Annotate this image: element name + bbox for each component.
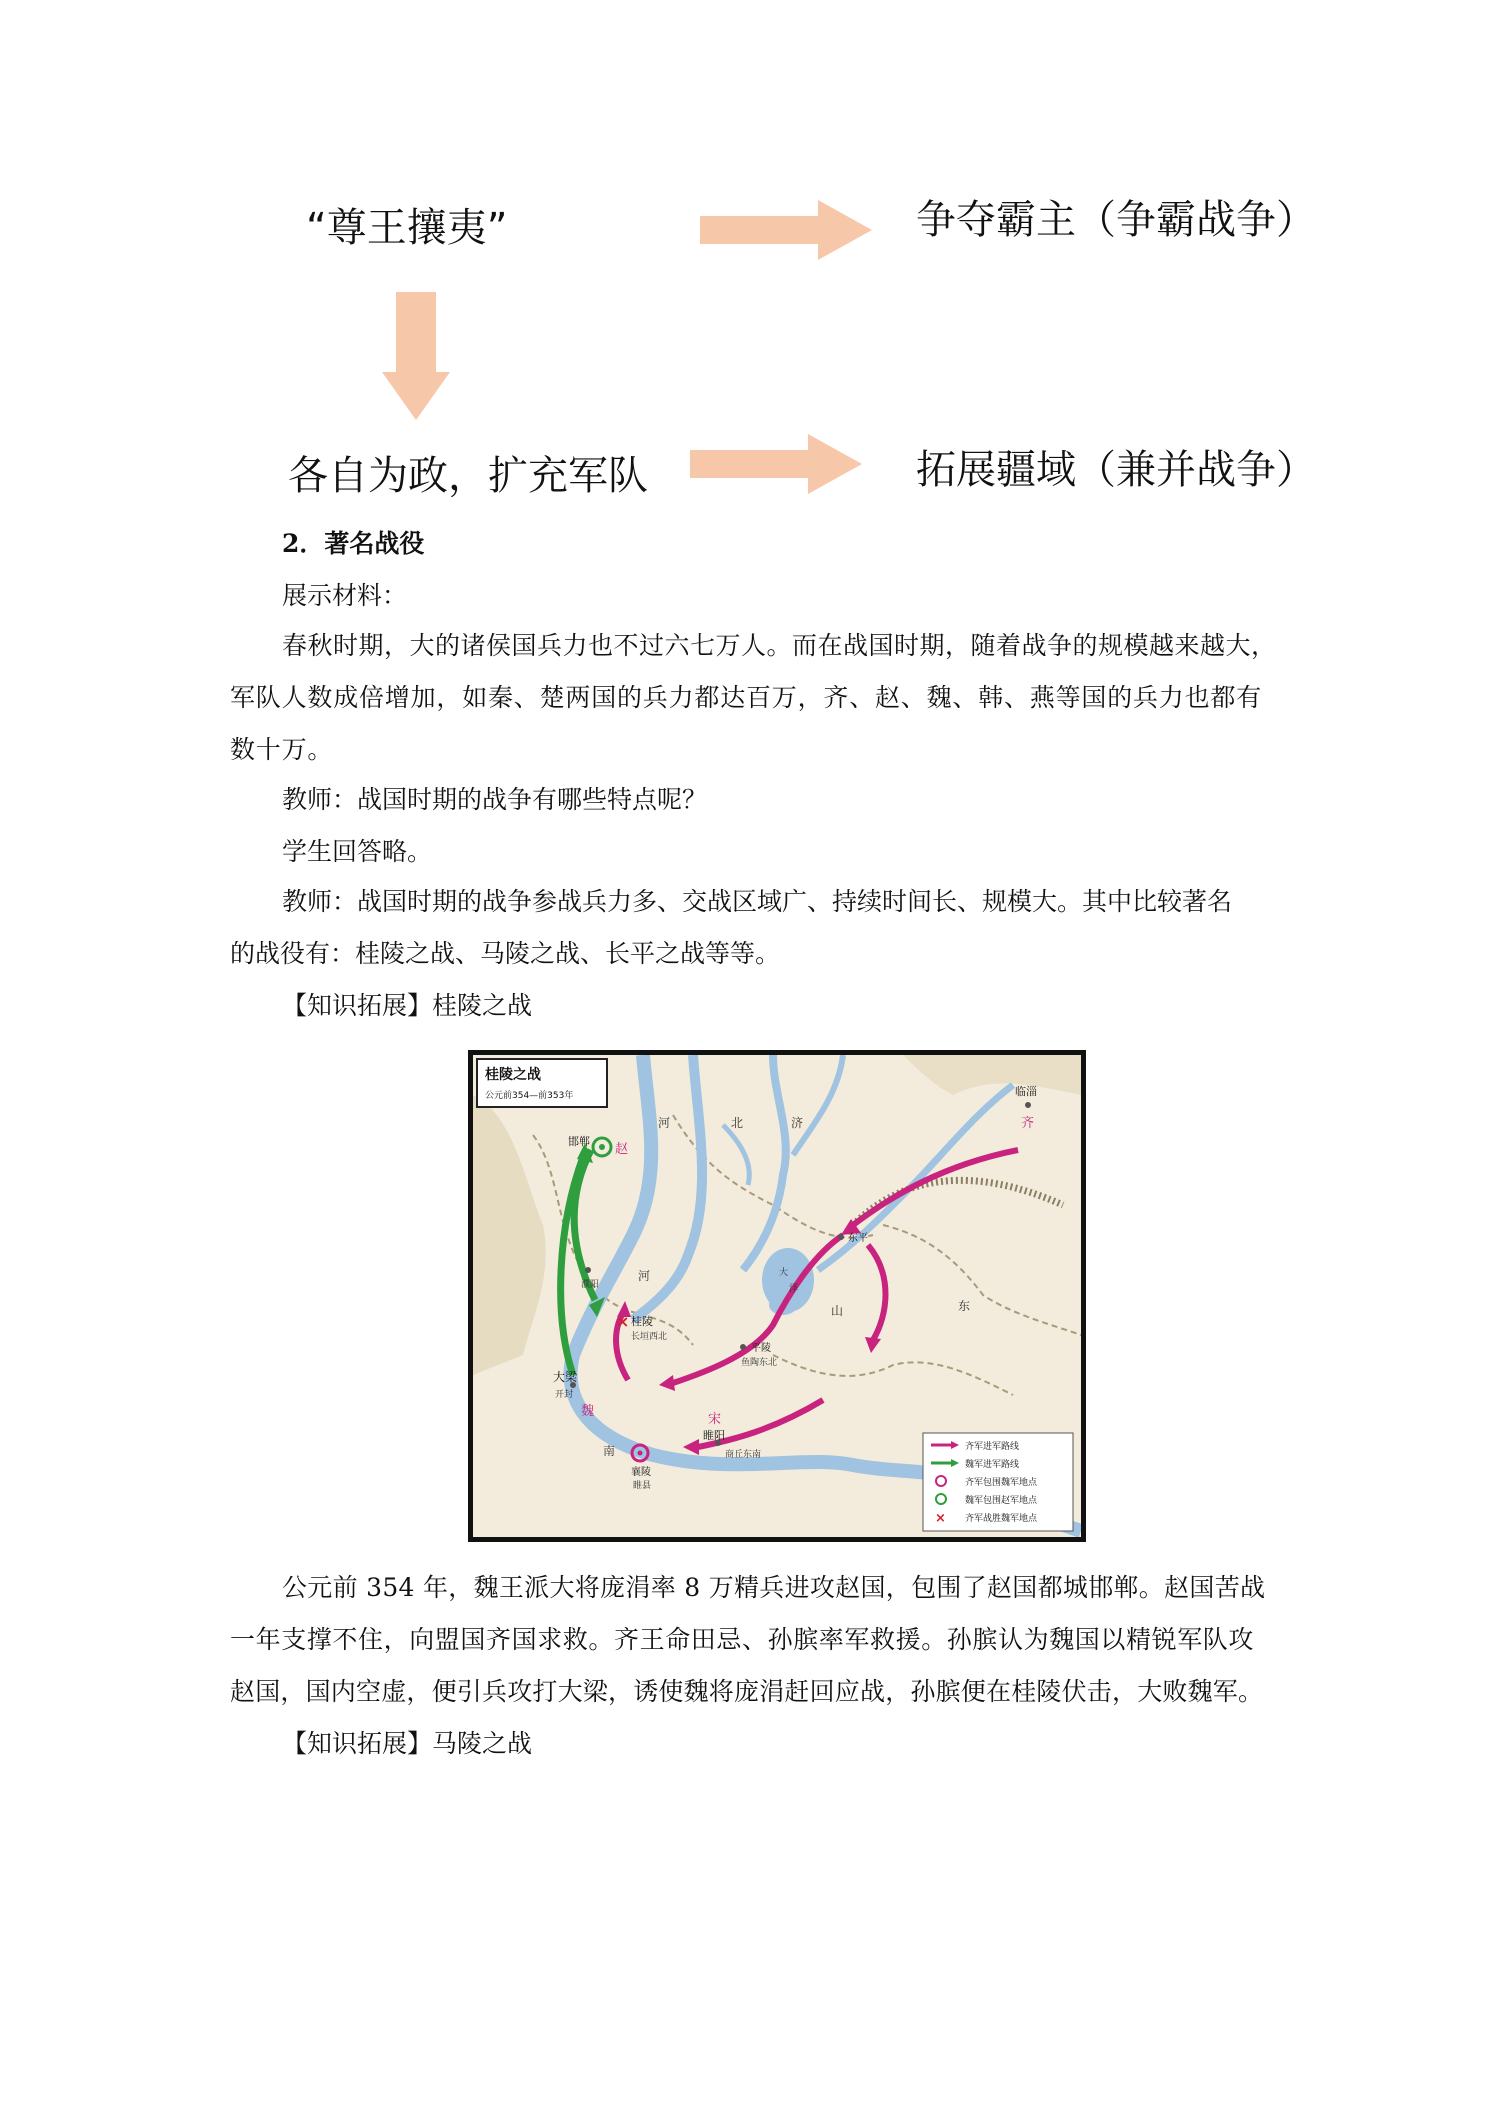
map-label-guiling-sub: 长垣西北 [631,1332,668,1342]
map-label-handan: 邯郸 [568,1135,590,1148]
story-line-1: 公元前 354 年，魏王派大将庞涓率 8 万精兵进攻赵国，包围了赵国都城邯郸。赵国苦战 [282,1573,1266,1602]
map-label-shan: 山 [831,1304,844,1318]
map-label-qi: 齐 [1021,1116,1035,1131]
map-label-dongping: 东平 [848,1233,868,1244]
map-label-nan: 南 [603,1444,616,1458]
section-heading: 2．著名战役 [282,529,425,558]
map-label-pingling: 平陵 [751,1343,771,1354]
legend-qi-route: 齐军进军路线 [965,1442,1020,1452]
map-label-he2: 河 [638,1269,651,1283]
arrow-down-icon [382,292,450,420]
story-line-2: 一年支撑不住，向盟国齐国求救。齐王命田忌、孙膑率军救援。孙膑认为魏国以精锐军队攻 [230,1625,1255,1654]
guiling-x-icon: × [616,1312,630,1331]
map-label-dong: 东 [958,1299,971,1313]
map-label-pingling-sub: 鱼陶东北 [741,1358,778,1368]
map-label-linzi: 临淄 [1015,1085,1037,1098]
svg-text:×: × [935,1511,946,1526]
teacher-answer-line-1: 教师：战国时期的战争参战兵力多、交战区域广、持续时间长、规模大。其中比较著名 [282,887,1233,916]
knowledge-extension-1: 【知识拓展】桂陵之战 [282,991,533,1020]
arrow-right-icon [690,434,862,494]
material-line-3: 数十万。 [230,735,334,764]
map-label-ji: 济 [791,1116,804,1130]
legend-qi-siege: 齐军包围魏军地点 [965,1478,1038,1488]
map-subtitle: 公元前354—前353年 [485,1091,574,1101]
flow-bottom-right: 拓展疆域（兼并战争） [916,447,1316,493]
map-label-guiling: 桂陵 [631,1315,653,1328]
material-line-2: 军队人数成倍增加，如秦、楚两国的兵力都达百万，齐、赵、魏、韩、燕等国的兵力也都有 [230,683,1263,712]
guiling-battle-map [468,1050,1086,1542]
map-label-xiangyi: 襄陵 [631,1467,651,1478]
teacher-answer-line-2: 的战役有：桂陵之战、马陵之战、长平之战等等。 [230,939,781,968]
map-label-daye: 大 [779,1268,789,1278]
story-line-3: 赵国，国内空虚，便引兵攻打大梁，诱使魏将庞涓赶回应战，孙膑便在桂陵伏击，大败魏军。 [230,1677,1264,1706]
map-label-zhao: 赵 [615,1142,629,1157]
knowledge-extension-2: 【知识拓展】马陵之战 [282,1729,533,1758]
map-label-puyang: 濮阳 [581,1280,600,1290]
map-label-ze: 泽 [789,1284,799,1294]
teacher-question: 教师：战国时期的战争有哪些特点呢？ [282,785,708,814]
material-label: 展示材料： [282,581,408,610]
material-line-1: 春秋时期，大的诸侯国兵力也不过六七万人。而在战国时期，随着战争的规模越来越大， [282,631,1277,660]
flow-top-left: “尊王攘夷” [306,205,508,251]
map-label-song: 宋 [708,1412,722,1427]
flow-top-right: 争夺霸主（争霸战争） [916,197,1316,243]
legend-wei-route: 魏军进军路线 [965,1460,1020,1470]
map-label-kaifeng: 开封 [555,1390,574,1400]
map-title: 桂陵之战 [485,1067,541,1083]
legend-wei-siege: 魏军包围赵军地点 [965,1496,1038,1506]
map-canvas [473,1055,1081,1537]
map-label-suiyang: 睢阳 [703,1429,725,1442]
arrow-right-icon [700,200,872,260]
map-label-xiangyi-sub: 睢县 [633,1481,652,1491]
legend-qi-victory: 齐军战胜魏军地点 [965,1514,1038,1524]
map-label-daliang: 大梁 [553,1370,578,1384]
map-label-wei: 魏 [581,1404,595,1419]
map-label-bei: 北 [731,1116,744,1130]
map-label-he: 河 [658,1116,671,1130]
map-label-suiyang-sub: 商丘东南 [725,1450,762,1460]
flow-bottom-left: 各自为政，扩充军队 [288,453,648,499]
student-answer: 学生回答略。 [282,837,433,866]
